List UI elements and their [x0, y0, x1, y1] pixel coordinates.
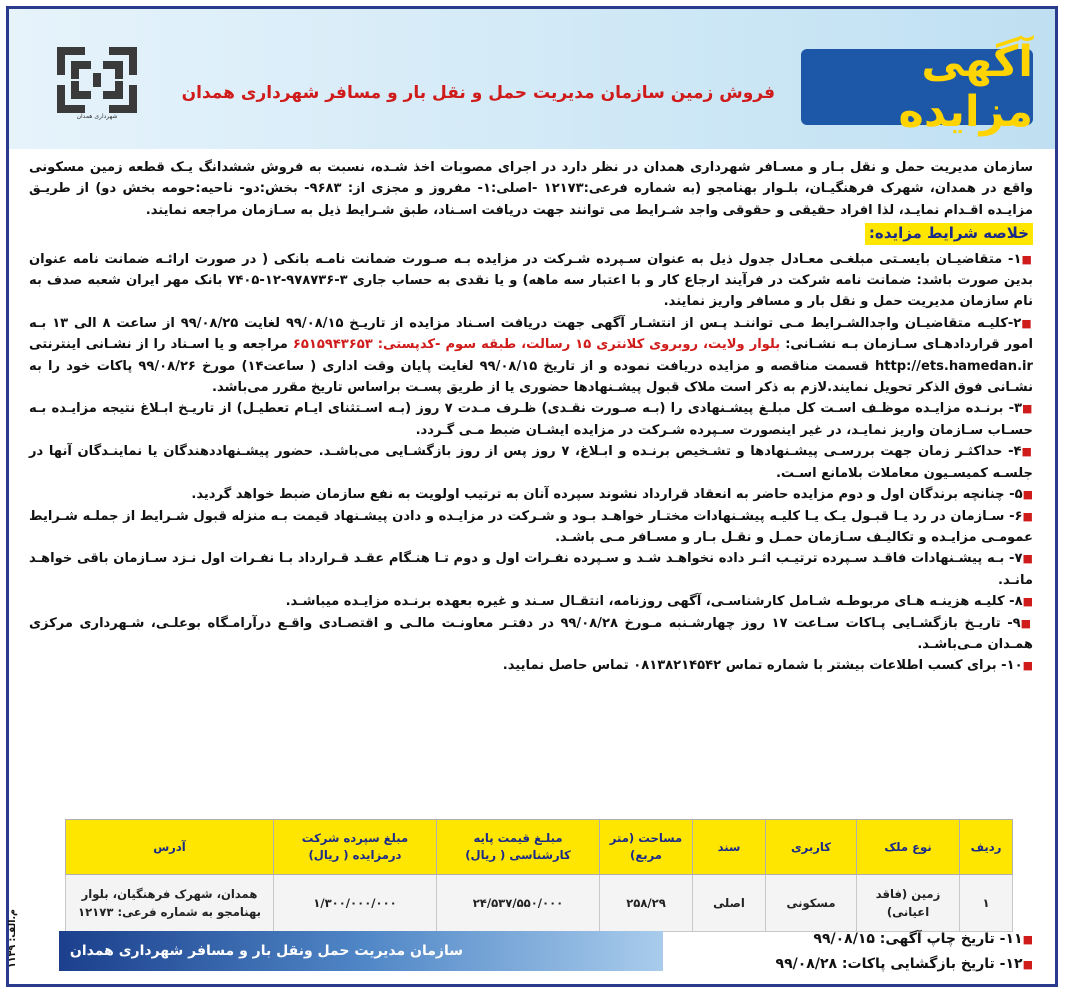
- header-area: مساحت (متر مربع): [600, 820, 693, 875]
- page-subtitle: فروش زمین سازمان مدیریت حمل و نقل بار و مسافر شهرداری همدان: [181, 83, 775, 103]
- header-address: آدرس: [66, 820, 274, 875]
- bullet-icon: ■: [1022, 552, 1033, 566]
- footer-organization: سازمان مدیریت حمل ونقل بار و مسافر شهرداری همدان: [69, 943, 463, 959]
- municipality-logo: [55, 45, 139, 115]
- condition-item: ■۱۰- برای کسب اطلاعات بیشتر با شماره تماس ۰۸۱۳۸۲۱۴۵۴۲ تماس حاصل نمایید.: [502, 658, 1033, 674]
- side-code: م.الف: ۱۱۳۹: [7, 909, 18, 969]
- cell-row-number: ۱: [960, 875, 1013, 932]
- bullet-icon: ■: [1021, 316, 1033, 330]
- office-address: بلوار ولایت، روبروی کلانتری ۱۵ رسالت، طبقه سوم -کدپستی: ۶۵۱۵۹۴۳۶۵۳: [292, 337, 781, 353]
- cell-base-price: ۲۴/۵۳۷/۵۵۰/۰۰۰: [437, 875, 600, 932]
- print-date: ■۱۱- تاریخ چاپ آگهی: ۹۹/۰۸/۱۵: [813, 931, 1033, 947]
- summary-heading: خلاصه شرایط مزایده:: [865, 223, 1033, 244]
- page-title: آگهی مزایده: [898, 37, 1033, 137]
- header-deed: سند: [693, 820, 766, 875]
- cell-property-type: زمین (فاقد اعیانی): [857, 875, 960, 932]
- condition-item: ■۷- بـه پیشـنهادات فاقـد سـپرده ترتیـب اثـر داده نخواهـد شـد و سـپرده نفـرات اول و دوم تـا هنـگام عقـد قـرارداد بـا نفـرات اول نـزد سـازمان باقی خواهـد مانـد.: [29, 551, 1033, 588]
- bullet-icon: ■: [1022, 595, 1033, 609]
- bullet-icon: ■: [1022, 402, 1033, 416]
- bullet-icon: ■: [1020, 616, 1033, 630]
- header-base-price: مبلـغ قیمت پایه کارشناسی ( ریال): [437, 820, 600, 875]
- cell-area: ۲۵۸/۲۹: [600, 875, 693, 932]
- cell-deposit: ۱/۳۰۰/۰۰۰/۰۰۰: [274, 875, 437, 932]
- cell-address: همدان، شهرک فرهنگیان، بلوار بهنامجو به شماره فرعی: ۱۲۱۷۳: [66, 875, 274, 932]
- cell-usage: مسکونی: [766, 875, 857, 932]
- condition-item: ■۶- سـازمان در رد یـا قبـول یـک یـا کلیـه پیشـنهادات مختـار خواهـد بـود و شـرکت در مزایـده و دادن پیشـنهاد قیمت بـه منزله قبول شـرایط از جملـه شـرایط عمومـی مزایـده و تکالیـف سـازمان حمـل و نقـل بـار و مسـافر مـی باشـد.: [29, 508, 1033, 545]
- condition-item: ■۱- متقاضیـان بایسـتی مبلغـی معـادل جدول ذیل به عنوان سـپرده شـرکت در مزایده بـه صـورت ضمانت نامـه بانکی ( در صورت ارائـه ضمانت نامه عنوان بدین صورت باشد: ضمانت نامه شرکت در فرآیند ارجاع کار و با اعتبار سه ماهه) و یا نقدی به حساب جاری ۳-۹۷۸۷۳۶-۱۲-۷۴۰۵ بانک مهر ایران شعبه صدف به نام سازمان مدیریت حمل و نقل بار و مسافر واریز نمایند.: [29, 251, 1033, 310]
- advertisement-frame: [6, 6, 1058, 987]
- property-table: [65, 819, 1013, 932]
- header-deposit: مبلغ سپرده شرکت درمزایده ( ریال): [274, 820, 437, 875]
- dates-block: [776, 927, 1033, 977]
- condition-item: ■۳- برنـده مزایـده موظـف اسـت کل مبلـغ پیشـنهادی را (بـه صـورت نقـدی) ظـرف مـدت ۷ روز (بـه اسـتثنای ایـام تعطیـل) از تاریـخ ابـلاغ نتیجه مزایـده بـه حسـاب سـازمان واریز نمایـد، در غیر اینصورت سـپرده شـرکت در مزایده ایشـان ضبط مـی گـردد.: [29, 401, 1033, 438]
- table-row: [66, 875, 1013, 932]
- bullet-icon: ■: [1022, 659, 1033, 673]
- condition-item: ■۲-کلیـه متقاضیـان واجدالشـرایط مـی تواننـد پـس از انتشـار آگهی جهت دریافت اسـناد مزایده از تاریـخ ۹۹/۰۸/۱۵ لغایت ۹۹/۰۸/۲۵ از ساعت ۸ الی ۱۳ بـه امور قراردادهـای سـازمان بـه نشـانی: بلوار ولایت، روبروی کلانتری ۱۵ رسالت، طبقه سوم -کدپستی: ۶۵۱۵۹۴۳۶۵۳ مراجعه و یا اسـناد را از نشـانی اینترنتی http://ets.hamedan.ir قسمت مناقصه و مزایده دریافت نموده و از تاریخ ۹۹/۰۸/۱۵ لغایت پایان وقت اداری ( ساعت۱۴) مورخ ۹۹/۰۸/۲۶ پاکات خود را به نشـانی فوق الذکر تحویل نمایند.لازم به ذکر است ملاک قبول پیشـنهادها حضوری یا از طریق پسـت براساس تاریخ مقرر می‌باشد.: [29, 315, 1034, 396]
- header-usage: کاربری: [766, 820, 857, 875]
- announcement-body: [29, 157, 1033, 677]
- bullet-icon: ■: [1022, 509, 1033, 523]
- bullet-icon: ■: [1022, 933, 1033, 946]
- bullet-icon: ■: [1021, 252, 1033, 266]
- footer-band: [59, 931, 663, 971]
- condition-item: ■۹- تاریـخ بازگشـایی پـاکات سـاعت ۱۷ روز چهارشـنبه مـورخ ۹۹/۰۸/۲۸ در دفتـر معاونـت مالـی و اقتصـادی واقـع درآرامـگاه بوعلـی، شـهرداری مرکزی همـدان مـی‌باشـد.: [29, 615, 1033, 652]
- logo-caption: شهرداری همدان: [76, 113, 118, 120]
- header-property-type: نوع ملک: [857, 820, 960, 875]
- opening-date: ■۱۲- تاریخ بازگشایی پاکات: ۹۹/۰۸/۲۸: [775, 956, 1033, 972]
- condition-item: ■۵- چنانچه برندگان اول و دوم مزایده حاضر به انعقاد قرارداد نشوند سپرده آنان به ترتیب اولویت به نفع سازمان ضبط خواهد گردید.: [191, 487, 1033, 503]
- header: [9, 9, 1055, 149]
- cell-deed: اصلی: [693, 875, 766, 932]
- bullet-icon: ■: [1022, 488, 1033, 502]
- bullet-icon: ■: [1022, 958, 1033, 971]
- table-header-row: [66, 820, 1013, 875]
- header-row-number: ردیف: [960, 820, 1013, 875]
- condition-item: ■۴- حداکثـر زمان جهت بررسـی پیشـنهادها و تشـخیص برنـده و ابـلاغ، ۷ روز پس از روز بازگشـایی می‌باشـد. حضور پیشـنهاددهندگان یا نماینـدگان آنها در جلسـه کمیسـیون معاملات بلامانع اسـت.: [29, 444, 1033, 481]
- title-banner: [801, 37, 1033, 137]
- bullet-icon: ■: [1021, 445, 1033, 459]
- condition-item: ■۸- کلیـه هزینـه هـای مربوطـه شـامل کارشناسـی، آگهی روزنامه، انتقـال سـند و غیره بعهده برنـده مزایـده میباشـد.: [285, 594, 1033, 610]
- intro-paragraph: سازمان مدیریت حمل و نقل بـار و مسـافر شهرداری همدان در نظر دارد در اجرای مصوبات اخذ شـده، نسبت به فروش ششدانگ یـک قطعه زمین مسکونی واقع در همدان، شهرک فرهنگیـان، بلـوار بهنامجو (به شماره فرعی:۱۲۱۷۳ -اصلی:۱- مفروز و مجزی از: ۹۶۸۳- بخش:دو- ناحیه:حومه بخش دو) از طریـق مزایـده اقـدام نمایـد، لذا افراد حقیقی و حقوقی واجد شـرایط می توانند جهت دریافت اسـناد، طبق شـرایط ذیل به سـازمان مراجعه نمایند.: [29, 160, 1034, 218]
